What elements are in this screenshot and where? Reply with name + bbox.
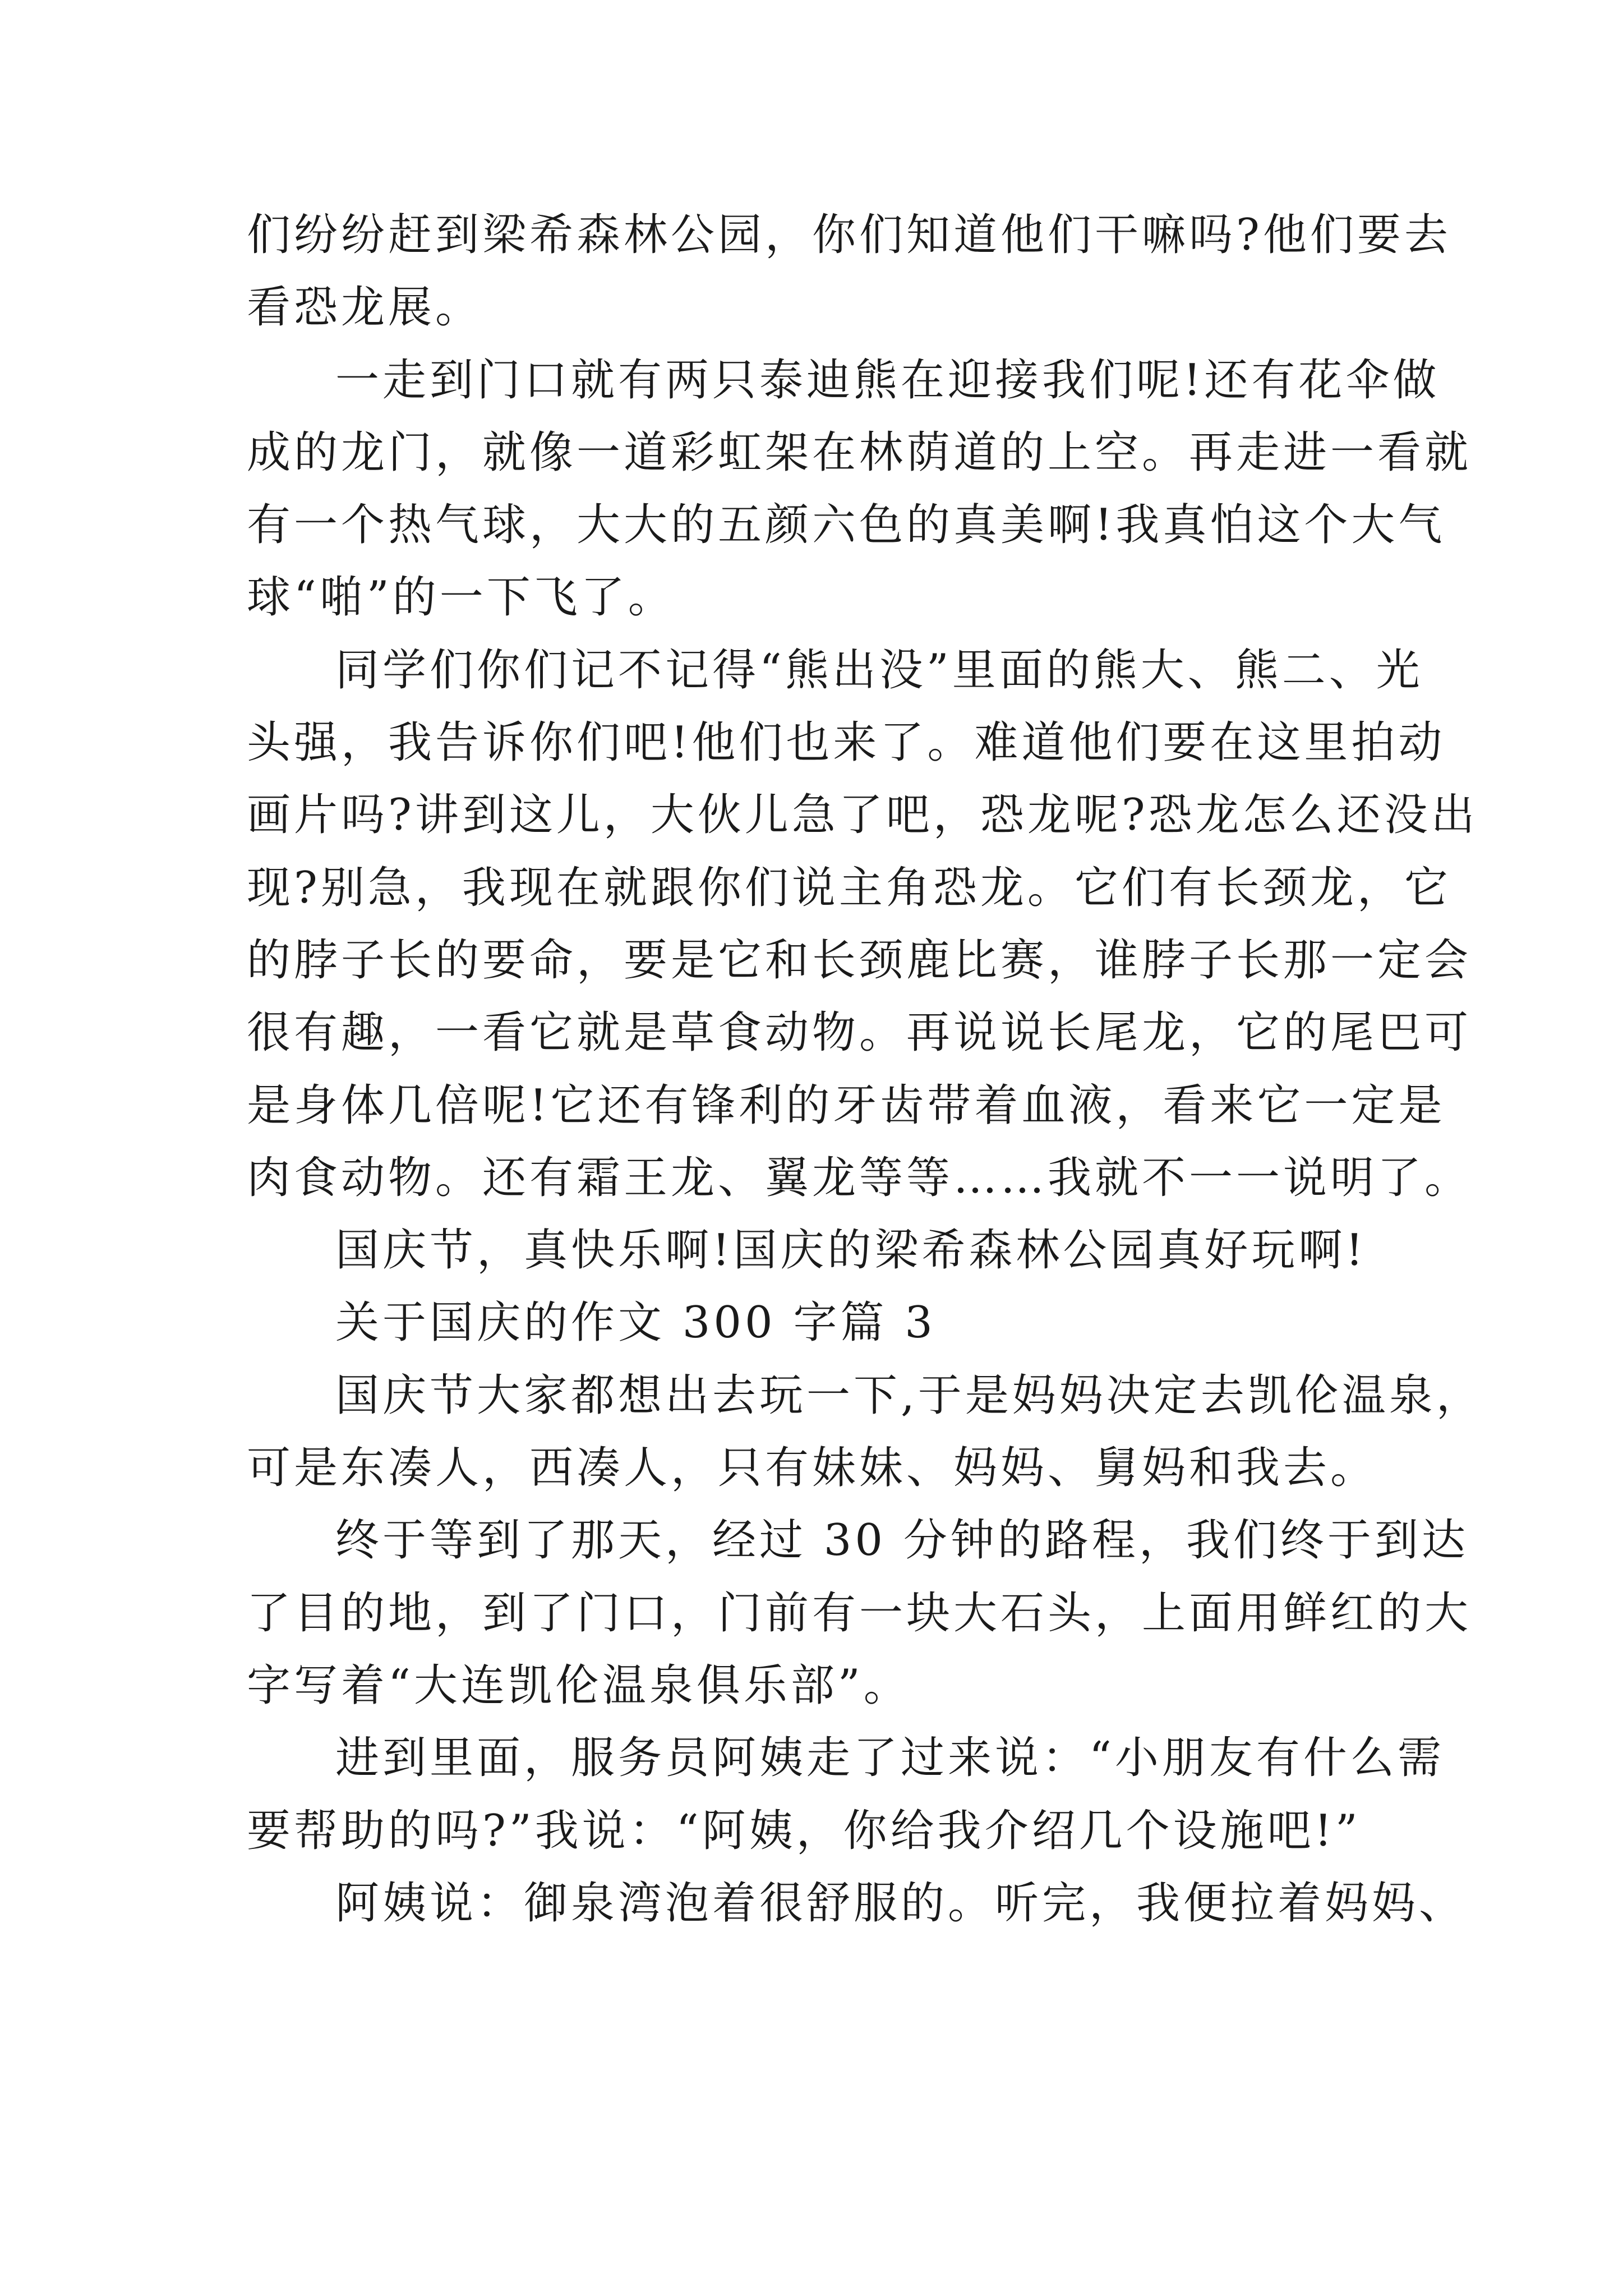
text-line: 可是东凑人，西凑人，只有妹妹、妈妈、舅妈和我去。: [247, 1443, 1378, 1494]
text-line: 终于等到了那天，经过 30 分钟的路程，我们终于到达: [335, 1515, 1469, 1566]
text-line: 是身体几倍呢!它还有锋利的牙齿带着血液，看来它一定是: [247, 1080, 1446, 1131]
text-line: 关于国庆的作文 300 字篇 3: [335, 1297, 936, 1349]
text-line: 头强，我告诉你们吧!他们也来了。难道他们要在这里拍动: [247, 717, 1446, 769]
text-line: 很有趣，一看它就是草食动物。再说说长尾龙，它的尾巴可: [247, 1007, 1472, 1059]
text-line: 国庆节，真快乐啊!国庆的梁希森林公园真好玩啊!: [335, 1225, 1367, 1276]
text-line: 球“啪”的一下飞了。: [247, 572, 675, 623]
text-line: 一走到门口就有两只泰迪熊在迎接我们呢!还有花伞做: [335, 355, 1440, 406]
text-line: 进到里面，服务员阿姨走了过来说：“小朋友有什么需: [335, 1733, 1445, 1784]
text-line: 看恐龙展。: [247, 282, 483, 333]
text-line: 字写着“大连凯伦温泉俱乐部”。: [247, 1660, 911, 1711]
text-line: 们纷纷赶到梁希森林公园，你们知道他们干嘛吗?他们要去: [247, 210, 1451, 260]
text-line: 画片吗?讲到这儿，大伙儿急了吧，恐龙呢?恐龙怎么还没出: [247, 790, 1478, 841]
body-text: [247, 199, 1483, 1940]
text-line: 有一个热气球，大大的五颜六色的真美啊!我真怕这个大气: [247, 500, 1446, 551]
text-line: 要帮助的吗?”我说：“阿姨，你给我介绍几个设施吧!”: [247, 1805, 1361, 1856]
text-line: 肉食动物。还有霜王龙、翼龙等等……我就不一一说明了。: [247, 1152, 1472, 1203]
text-line: 国庆节大家都想出去玩一下,于是妈妈决定去凯伦温泉，: [335, 1370, 1483, 1421]
text-line: 阿姨说：御泉湾泡着很舒服的。听完，我便拉着妈妈、: [335, 1878, 1467, 1929]
text-line: 成的龙门，就像一道彩虹架在林荫道的上空。再走进一看就: [247, 427, 1472, 478]
text-line: 同学们你们记不记得“熊出没”里面的熊大、熊二、光: [335, 645, 1423, 696]
text-line: 现?别急，我现在就跟你们说主角恐龙。它们有长颈龙，它: [247, 862, 1451, 913]
text-line: 的脖子长的要命，要是它和长颈鹿比赛，谁脖子长那一定会: [247, 935, 1472, 986]
text-line: 了目的地，到了门口，门前有一块大石头，上面用鲜红的大: [247, 1588, 1472, 1639]
